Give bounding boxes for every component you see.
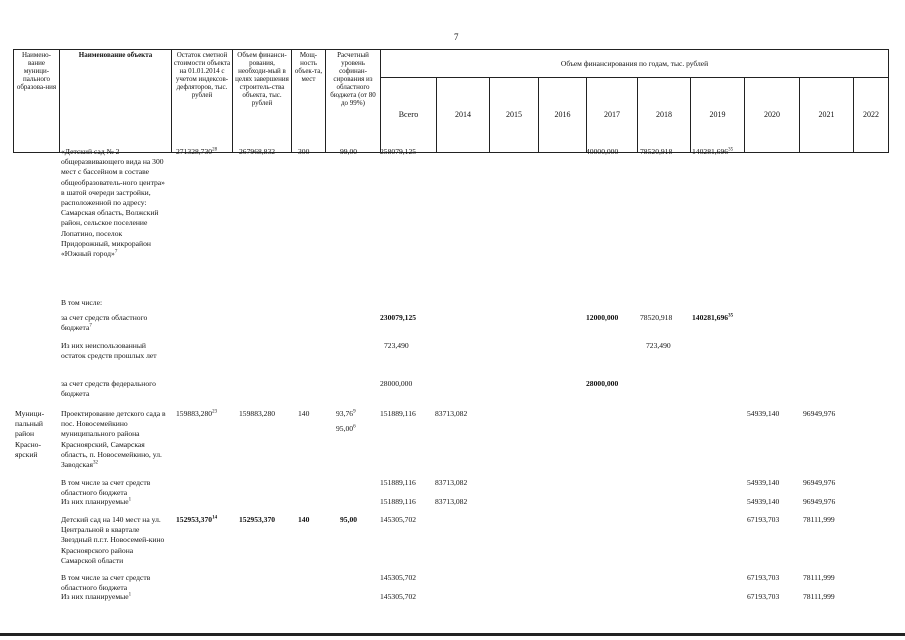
header-remaining-cost: Остаток сметной стоимости объекта на 01.01.2014 с учетом индексов-дефляторов, тыс. рублей	[172, 50, 233, 153]
remaining-cost: 271328,730$^{28}$	[176, 147, 218, 156]
planned-total: 151889,116	[380, 497, 416, 506]
regional-budget-label: В том числе за счет средств областного бюджета	[61, 478, 151, 498]
value-2020: 67193,703	[747, 515, 780, 524]
header-financing-by-years: Объем финансирования по годам, тыс. рублей	[381, 50, 889, 78]
object-name-novosemeikino-project: Проектирование детского сада в пос. Новосемейкино муниципального района Красноярский, Самарская область, п. Новосемейкино, ул. Заводская$^{32}$	[61, 409, 166, 470]
regional-2021: 78111,999	[803, 573, 835, 582]
value-2018: 78520,918	[640, 147, 673, 156]
cofinancing-level: 99,00	[340, 147, 358, 156]
regional-budget-label: В том числе за счет средств областного бюджета	[61, 573, 151, 593]
regional-2021: 96949,976	[803, 478, 836, 487]
header-cofinancing-level: Расчетный уровень софинан-сирования из областного бюджета (от 80 до 99%)	[326, 50, 381, 153]
regional-2014: 83713,082	[435, 478, 468, 487]
scan-edge-line	[0, 633, 905, 636]
financing-volume: 159883,280	[239, 409, 276, 418]
header-capacity: Мощ-ность объек-та, мест	[292, 50, 326, 153]
regional-2017: 12000,000	[586, 313, 619, 322]
value-2020: 54939,140	[747, 409, 780, 418]
capacity: 140	[298, 515, 310, 524]
planned-label: Из них планируемые$^1$	[61, 497, 132, 506]
planned-2014: 83713,082	[435, 497, 468, 506]
header-year-2017: 2017	[587, 78, 638, 153]
financing-volume: 267968,832	[239, 147, 276, 156]
header-year-2016: 2016	[539, 78, 587, 153]
municipality-krasnoyarsky: Муници-пальный район Красно-ярский	[15, 409, 45, 459]
planned-label: Из них планируемые$^1$	[61, 592, 132, 601]
page-number: 7	[454, 32, 459, 42]
value-2017: 40000,000	[586, 147, 619, 156]
unused-total: 723,490	[384, 341, 409, 350]
header-year-2022: 2022	[854, 78, 889, 153]
including-label: В том числе:	[61, 298, 103, 307]
object-name-kindergarten-2: «Детский сад № 2 общеразвивающего вида на 300 мест с бассейном в составе общеобразователь-ного центра» в шатой очереди застройки, расположенной по адресу: Самарская область, Волжский район, сельское поселение Лопатино, поселок Придорожный, микрорайон «Южный город»$^7$	[61, 147, 165, 259]
regional-2019: 140281,696$^{35}$	[692, 313, 734, 322]
total: 145305,702	[380, 515, 417, 524]
regional-total: 230079,125	[380, 313, 417, 322]
value-2014: 83713,082	[435, 409, 468, 418]
header-year-2014: 2014	[437, 78, 490, 153]
cofinancing-level-a: 93,76$^9$	[336, 409, 356, 418]
unused-2018: 723,490	[646, 341, 671, 350]
federal-total: 28000,000	[380, 379, 413, 388]
planned-2020: 54939,140	[747, 497, 780, 506]
object-name-zvezdny-kindergarten: Детский сад на 140 мест на ул. Центральной в квартале Звездный п.г.т. Новосемей-кино Красноярского района Самарской области	[61, 515, 165, 565]
capacity: 140	[298, 409, 310, 418]
regional-2020: 54939,140	[747, 478, 780, 487]
header-year-2020: 2020	[745, 78, 800, 153]
header-year-2019: 2019	[691, 78, 745, 153]
regional-budget-label: за счет средств областного бюджета$^7$	[61, 313, 148, 333]
planned-total: 145305,702	[380, 592, 417, 601]
financing-volume: 152953,370	[239, 515, 276, 524]
planned-2020: 67193,703	[747, 592, 780, 601]
total: 151889,116	[380, 409, 416, 418]
header-year-2021: 2021	[800, 78, 854, 153]
remaining-cost: 159883,280$^{23}$	[176, 409, 218, 418]
regional-total: 151889,116	[380, 478, 416, 487]
table-header	[13, 49, 889, 153]
regional-total: 145305,702	[380, 573, 417, 582]
value-2021: 96949,976	[803, 409, 836, 418]
regional-2020: 67193,703	[747, 573, 780, 582]
unused-balance-label: Из них неиспользованный остаток средств прошлых лет	[61, 341, 157, 361]
planned-2021: 78111,999	[803, 592, 835, 601]
cofinancing-level-b: 95,00$^6$	[336, 424, 356, 433]
federal-budget-label: за счет средств федерального бюджета	[61, 379, 156, 399]
header-year-2015: 2015	[490, 78, 539, 153]
value-2019: 140281,696$^{35}$	[692, 147, 734, 156]
header-total: Всего	[381, 78, 437, 153]
remaining-cost: 152953,370$^{14}$	[176, 515, 218, 524]
value-2021: 78111,999	[803, 515, 835, 524]
capacity: 300	[298, 147, 310, 156]
total: 258079,125	[380, 147, 417, 156]
header-year-2018: 2018	[638, 78, 691, 153]
planned-2021: 96949,976	[803, 497, 836, 506]
header-object-name: Наименование объекта	[60, 50, 172, 153]
cofinancing-level: 95,00	[340, 515, 358, 524]
header-financing-volume: Объем финанси-рования, необходи-мый в целях завершения строитель-ства объекта, тыс. рублей	[233, 50, 292, 153]
header-municipality: Наимено-вание муници-пального образова-ния	[14, 50, 60, 153]
regional-2018: 78520,918	[640, 313, 673, 322]
federal-2017: 28000,000	[586, 379, 619, 388]
